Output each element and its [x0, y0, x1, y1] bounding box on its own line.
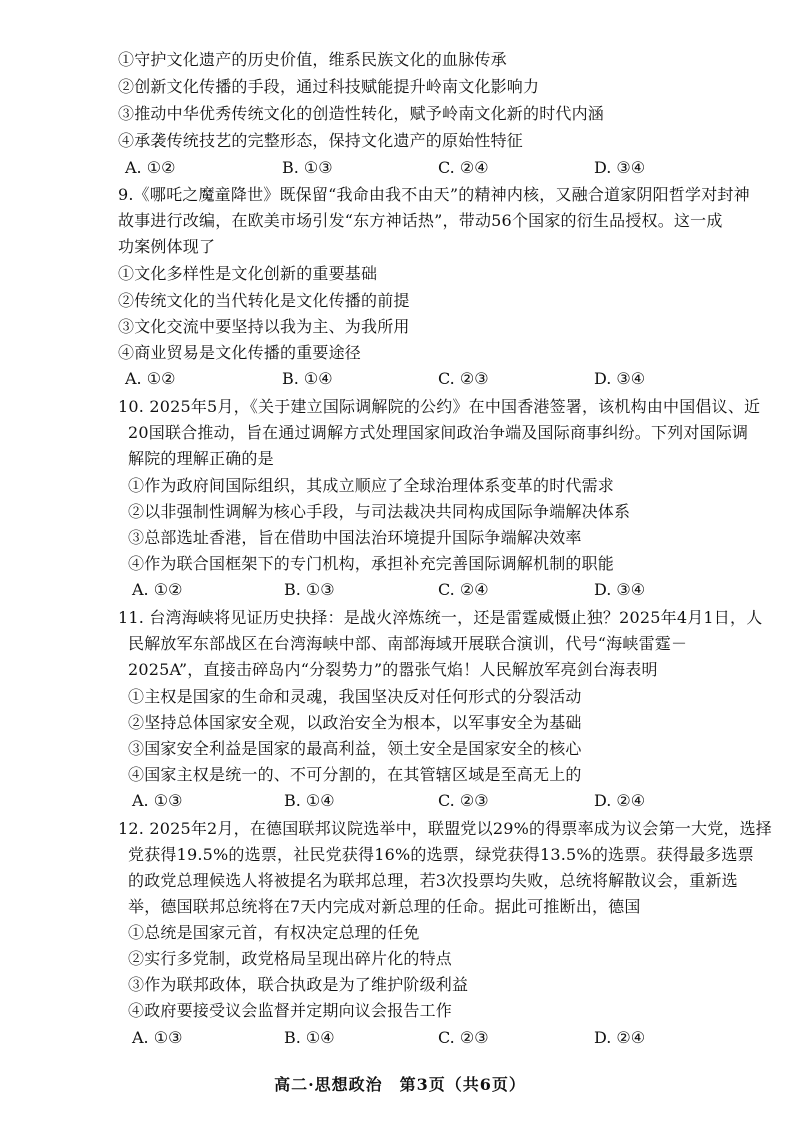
- q8-option-a: A. ①②: [125, 158, 176, 177]
- q12-stem-line-4: 举，德国联邦总统将在7天内完成对新总理的任命。据此可推断出，德国: [128, 897, 641, 916]
- q9-option-d: D. ③④: [594, 369, 646, 388]
- q11-option-b: B. ①④: [284, 791, 335, 810]
- q10-option-d: D. ③④: [594, 580, 646, 599]
- q9-item-1: ①文化多样性是文化创新的重要基础: [118, 264, 378, 283]
- q12-option-c: C. ②③: [438, 1028, 489, 1047]
- q10-item-4: ④作为联合国框架下的专门机构，承担补充完善国际调解机制的职能: [128, 554, 615, 573]
- q12-item-3: ③作为联邦政体，联合执政是为了维护阶级利益: [128, 975, 469, 994]
- q8-item-4: ④承袭传统技艺的完整形态，保持文化遗产的原始性特征: [118, 131, 524, 150]
- q12-stem-line-3: 的政党总理候选人将被提名为联邦总理，若3次投票均失败，总统将解散议会，重新选: [128, 871, 738, 890]
- q11-item-4: ④国家主权是统一的、不可分割的，在其管辖区域是至高无上的: [128, 765, 582, 784]
- q12-item-1: ①总统是国家元首，有权决定总理的任免: [128, 923, 420, 942]
- q10-item-2: ②以非强制性调解为核心手段，与司法裁决共同构成国际争端解决体系: [128, 502, 631, 521]
- q8-option-b: B. ①③: [282, 158, 333, 177]
- q9-option-c: C. ②③: [438, 369, 489, 388]
- q12-item-4: ④政府要接受议会监督并定期向议会报告工作: [128, 1001, 453, 1020]
- q11-stem-line-2: 民解放军东部战区在台湾海峡中部、南部海域开展联合演训，代号“海峡雷霆－: [128, 634, 688, 653]
- q9-option-a: A. ①②: [125, 369, 176, 388]
- q10-option-b: B. ①③: [284, 580, 335, 599]
- q10-stem-line-2: 20国联合推动，旨在通过调解方式处理国家间政治争端及国际商事纠纷。下列对国际调: [128, 423, 749, 442]
- q8-option-d: D. ③④: [594, 158, 646, 177]
- q10-option-c: C. ②④: [438, 580, 489, 599]
- q11-item-3: ③国家安全利益是国家的最高利益，领土安全是国家安全的核心: [128, 739, 582, 758]
- q11-stem-line-3: 2025A”，直接击碎岛内“分裂势力”的嚣张气焰！人民解放军亮剑台海表明: [128, 660, 658, 679]
- q9-stem-line-3: 功案例体现了: [118, 237, 216, 256]
- q10-option-a: A. ①②: [132, 580, 183, 599]
- q9-option-b: B. ①④: [282, 369, 333, 388]
- q8-item-2: ②创新文化传播的手段，通过科技赋能提升岭南文化影响力: [118, 77, 540, 96]
- q12-option-b: B. ①④: [284, 1028, 335, 1047]
- q9-item-2: ②传统文化的当代转化是文化传播的前提: [118, 291, 410, 310]
- q11-option-d: D. ②④: [594, 791, 646, 810]
- q11-item-2: ②坚持总体国家安全观，以政治安全为根本，以军事安全为基础: [128, 713, 582, 732]
- q10-stem-line-3: 解院的理解正确的是: [128, 449, 274, 468]
- q8-item-1: ①守护文化遗产的历史价值，维系民族文化的血脉传承: [118, 50, 507, 69]
- q9-item-3: ③文化交流中要坚持以我为主、为我所用: [118, 317, 410, 336]
- q12-option-d: D. ②④: [594, 1028, 646, 1047]
- page-footer: 高二·思想政治 第3页（共6页）: [274, 1075, 526, 1094]
- q9-stem-line-2: 故事进行改编，在欧美市场引发“东方神话热”，带动56个国家的衍生品授权。这一成: [118, 211, 723, 230]
- q11-option-a: A. ①③: [132, 791, 183, 810]
- q12-stem-line-2: 党获得19.5%的选票，社民党获得16%的选票，绿党获得13.5%的选票。获得最多选票: [128, 845, 754, 864]
- q9-stem-line-1: 9.《哪吒之魔童降世》既保留“我命由我不由天”的精神内核，又融合道家阴阳哲学对封神: [118, 185, 750, 204]
- q11-stem-line-1: 11. 台湾海峡将见证历史抉择：是战火淬炼统一，还是雷霆威慑止独？2025年4月1日，人: [118, 608, 763, 627]
- q12-option-a: A. ①③: [132, 1028, 183, 1047]
- q10-item-3: ③总部选址香港，旨在借助中国法治环境提升国际争端解决效率: [128, 528, 582, 547]
- q12-item-2: ②实行多党制，政党格局呈现出碎片化的特点: [128, 949, 453, 968]
- q10-stem-line-1: 10. 2025年5月，《关于建立国际调解院的公约》在中国香港签署，该机构由中国倡议、近: [118, 397, 761, 416]
- q11-item-1: ①主权是国家的生命和灵魂，我国坚决反对任何形式的分裂活动: [128, 687, 582, 706]
- q8-option-c: C. ②④: [438, 158, 489, 177]
- q10-item-1: ①作为政府间国际组织，其成立顺应了全球治理体系变革的时代需求: [128, 476, 615, 495]
- q8-item-3: ③推动中华优秀传统文化的创造性转化，赋予岭南文化新的时代内涵: [118, 104, 605, 123]
- q9-item-4: ④商业贸易是文化传播的重要途径: [118, 343, 362, 362]
- q12-stem-line-1: 12. 2025年2月，在德国联邦议院选举中，联盟党以29%的得票率成为议会第一大党，选择: [118, 819, 772, 838]
- q11-option-c: C. ②③: [438, 791, 489, 810]
